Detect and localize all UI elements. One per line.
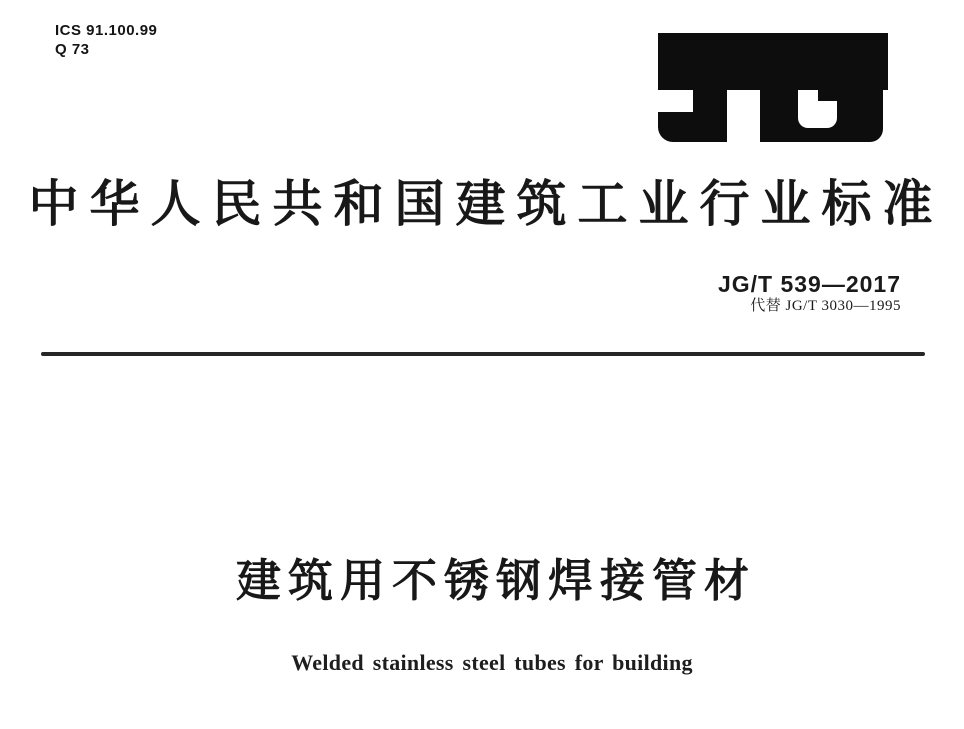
replaced-standard: 代替 JG/T 3030—1995 (750, 298, 901, 314)
jg-logo-icon (658, 33, 888, 142)
header-divider-rule (41, 352, 925, 356)
standard-category-title: 中华人民共和国建筑工业行业标准 (28, 176, 944, 232)
jg-logo (658, 33, 888, 142)
standard-code: JG/T 539—2017 (717, 271, 901, 297)
ics-block (55, 21, 157, 59)
document-title-en: Welded stainless steel tubes for building (291, 650, 693, 675)
document-title-zh: 建筑用不锈钢焊接管材 (235, 555, 756, 606)
ics-code: ICS 91.100.99 (55, 22, 158, 39)
standard-code-block (718, 271, 901, 315)
classification-code: Q 73 (55, 41, 90, 58)
